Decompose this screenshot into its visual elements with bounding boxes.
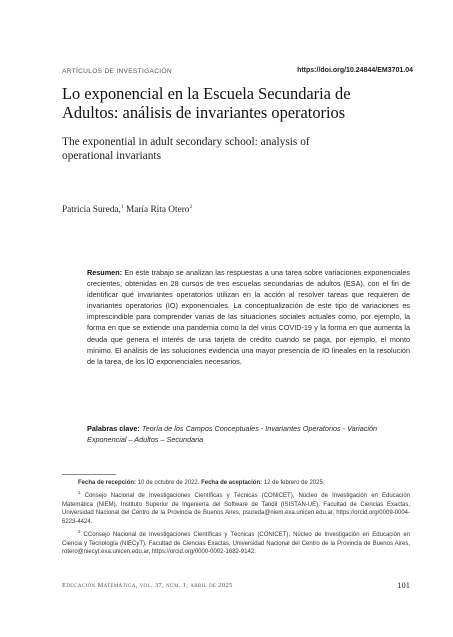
author-name-1: Patricia Sureda, — [62, 205, 121, 216]
keywords-text: Teoría de los Campos Conceptuales - Invariantes Operatorios - Variación Exponencial – Adultos – Secundaria — [87, 424, 378, 445]
accepted-date: 12 de febrero de 2025. — [263, 480, 325, 486]
footnote-2 — [62, 528, 410, 557]
received-date: 10 de octubre de 2022. — [137, 480, 200, 486]
article-title-english: The exponential in adult secondary school: analysis of operational invariants — [62, 136, 310, 162]
authors — [62, 204, 192, 215]
submission-dates — [62, 479, 410, 488]
author-name-2: María Rita Otero — [125, 205, 190, 216]
footnote-1-text: Consejo Nacional de Investigaciones Científicas y Técnicas (CONICET), Núcleo de Investigación en Educación Matemática (NIEM), Instituto Superior de Ingeniería del Software de Tandil (ISISTAN-UE), Facultad de Ciencias Exactas, Universidad Nacional del Centro de la Provincia de Buenos Aires, psureda@niem.exa.unicen.edu.ar, https://orcid.org/0009-0004-6223-4424. — [62, 493, 410, 525]
received-label: Fecha de recepción: — [78, 480, 137, 486]
keywords-label: Palabras clave: — [87, 424, 140, 433]
footnote-1-mark: 1 — [78, 490, 81, 496]
keywords — [87, 423, 410, 445]
author-footnote-mark-1[interactable]: 1 — [120, 204, 124, 210]
footnote-2-text: CConsejo Nacional de Investigaciones Científicas y Técnicas (CONICET), Núcleo de Investigación en Educación en Ciencia y Tecnología (NIECyT), Facultad de Ciencias Exactas, Universidad Nacional del Centro de la Provincia de Buenos Aires, rotero@niecyt.exa.unicen.edu.ar, https://orcid.org/0000-0002-1682-9142. — [62, 531, 410, 556]
footnote-divider — [62, 474, 116, 475]
section-label: ARTÍCULOS DE INVESTIGACIÓN — [62, 68, 172, 75]
footnotes — [62, 479, 410, 558]
author-footnote-mark-2[interactable]: 2 — [189, 204, 193, 210]
footer-journal-citation: Educación Matemática, vol. 37, núm. 1, abril de 2025 — [62, 582, 233, 589]
abstract-label: Resumen: — [87, 268, 123, 277]
abstract — [87, 267, 410, 367]
footnote-2-mark: 2 — [78, 528, 81, 534]
footnote-1 — [62, 489, 410, 526]
doi-link[interactable]: https://doi.org/10.24844/EM3701.04 — [297, 67, 413, 74]
abstract-text: En este trabajo se analizan las respuestas a una tarea sobre variaciones exponenciales crecientes, obtenidas en 28 cursos de tres escuelas secundarias de adultos (ESA), con el fin de identificar qué invariantes operatorios utilizan en la acción al resolver tareas que requieren de invariantes operatorios (IO) exponenciales. La conceptualización de este tipo de variaciones es imprescindible para comprender varias de las situaciones sociales actuales como, por ejemplo, la forma en que se extiende una pandemia como la del virus COVID-19 y la forma en que aumenta la deuda que genera el interés de una tarjeta de crédito cuando se paga, por ejemplo, el monto mínimo. El análisis de las soluciones evidencia una mayor presencia de IO lineales en la resolución de la tarea, de los IO exponenciales necesarios. — [87, 268, 410, 366]
page-number: 101 — [397, 580, 410, 590]
article-title-spanish: Lo exponencial en la Escuela Secundaria de Adultos: análisis de invariantes operatorios — [62, 84, 351, 122]
accepted-label: Fecha de aceptación: — [201, 480, 263, 486]
